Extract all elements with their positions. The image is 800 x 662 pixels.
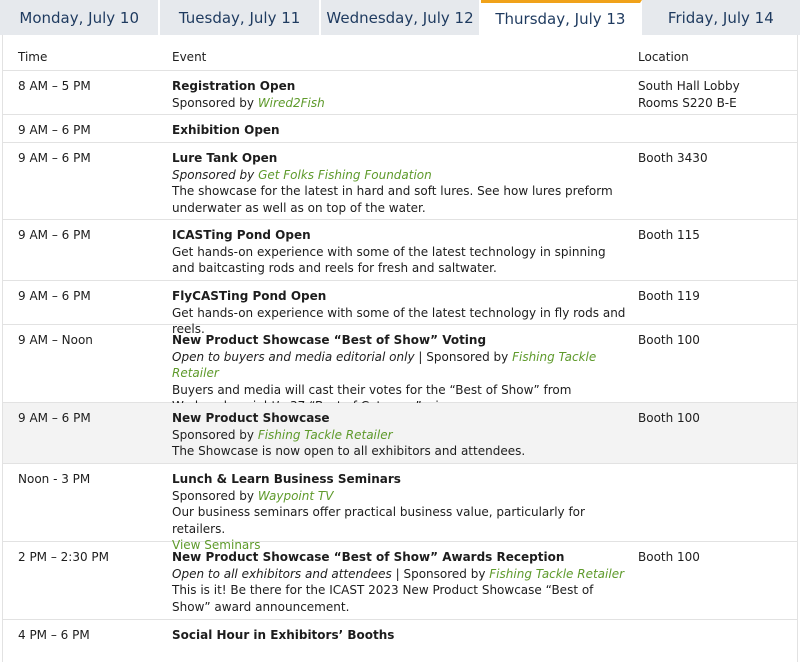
row-location: Booth 100 [638,333,700,347]
event-description: This is it! Be there for the ICAST 2023 New Product Showcase “Best of Show” award announcement. [172,583,594,614]
row-event [172,627,627,644]
sponsor-link[interactable]: Get Folks Fishing Foundation [258,167,432,182]
event-title: Exhibition Open [172,123,280,137]
sponsor-link[interactable]: Wired2Fish [257,95,325,110]
table-row [3,71,797,115]
row-event [172,227,627,277]
row-event [172,150,627,216]
column-header-location: Location [638,50,689,64]
tab-monday[interactable]: Monday, July 10 [0,0,160,35]
sponsor-link[interactable]: Waypoint TV [257,488,334,503]
row-location: Booth 3430 [638,151,708,165]
row-time: 8 AM – 5 PM [18,79,91,93]
location-line: Rooms S220 B-E [638,95,737,110]
event-title: Lunch & Learn Business Seminars [172,472,401,486]
row-location [638,78,740,111]
row-time: 2 PM – 2:30 PM [18,550,110,564]
row-time: 9 AM – 6 PM [18,123,91,137]
schedule-table [2,35,798,662]
sponsored-by-label: Sponsored by [172,167,255,182]
event-sponsor-line [172,488,627,505]
sponsored-by-label: Sponsored by [172,488,254,503]
day-tabs [0,0,800,35]
row-time: 4 PM – 6 PM [18,628,90,642]
tab-wednesday[interactable]: Wednesday, July 12 [321,0,481,35]
row-event [172,549,627,615]
event-title: New Product Showcase “Best of Show” Voting [172,333,487,347]
event-sponsor-line [172,167,627,184]
event-title: ICASTing Pond Open [172,228,311,242]
event-description: Our business seminars offer practical business value, particularly for retailers. [172,505,585,536]
event-sponsor-line [172,95,627,112]
separator: | [395,566,400,581]
table-row [3,620,797,656]
event-description: Get hands-on experience with some of the latest technology in spinning and baitcasting rods and reels for fresh and saltwater. [172,244,606,275]
column-header-time: Time [18,50,48,64]
row-time: 9 AM – 6 PM [18,151,91,165]
sponsor-link[interactable]: Fishing Tackle Retailer [489,566,625,581]
view-seminars-link[interactable]: View Seminars [172,538,261,552]
sponsored-by-label: Sponsored by [172,427,254,442]
event-title: Social Hour in Exhibitors’ Booths [172,628,395,642]
row-location: Booth 100 [638,550,700,564]
sponsored-by-label: Sponsored by [426,349,509,364]
column-header-event: Event [172,50,207,64]
tab-thursday[interactable]: Thursday, July 13 [481,0,641,35]
row-time: Noon - 3 PM [18,472,91,486]
event-note: Open to buyers and media editorial only [172,349,415,364]
sponsored-by-label: Sponsored by [403,566,486,581]
event-note: Open to all exhibitors and attendees [172,566,392,581]
table-row [3,281,797,336]
sponsor-link[interactable]: Fishing Tackle Retailer [172,349,597,380]
separator: | [418,349,423,364]
row-time: 9 AM – 6 PM [18,289,91,303]
row-time: 9 AM – 6 PM [18,228,91,242]
event-title: Registration Open [172,79,296,93]
row-location: Booth 115 [638,228,700,242]
event-description: Get hands-on experience with some of the latest technology in fly rods and reels. [172,305,626,336]
event-sponsor-line [172,566,627,583]
table-header [3,35,797,71]
event-title: Lure Tank Open [172,151,278,165]
event-description: The showcase for the latest in hard and soft lures. See how lures preform underwater as well as on top of the water. [172,184,613,215]
table-row [3,403,797,464]
row-time: 9 AM – 6 PM [18,411,91,425]
event-sponsor-line [172,427,627,444]
event-description: Buyers and media will cast their votes for the “Best of Show” from [172,382,572,397]
tab-friday[interactable]: Friday, July 14 [667,8,774,27]
event-description: The Showcase is now open to all exhibitors and attendees. [172,444,526,458]
row-event [172,78,627,111]
sponsored-by-label: Sponsored by [172,95,254,110]
table-row [3,542,797,620]
event-sponsor-line [172,349,627,382]
event-title: New Product Showcase “Best of Show” Awards Reception [172,550,565,564]
sponsor-link[interactable]: Fishing Tackle Retailer [257,427,393,442]
location-line: South Hall Lobby [638,79,740,93]
row-location: Booth 100 [638,411,700,425]
event-title: FlyCASTing Pond Open [172,289,327,303]
table-row [3,464,797,552]
table-row [3,325,797,403]
row-event [172,122,627,139]
event-title: New Product Showcase [172,411,330,425]
table-row [3,143,797,220]
row-time: 9 AM – Noon [18,333,93,347]
row-location: Booth 119 [638,289,700,303]
tab-tuesday[interactable]: Tuesday, July 11 [160,0,320,35]
table-row [3,220,797,281]
table-row [3,115,797,143]
row-event [172,410,627,460]
